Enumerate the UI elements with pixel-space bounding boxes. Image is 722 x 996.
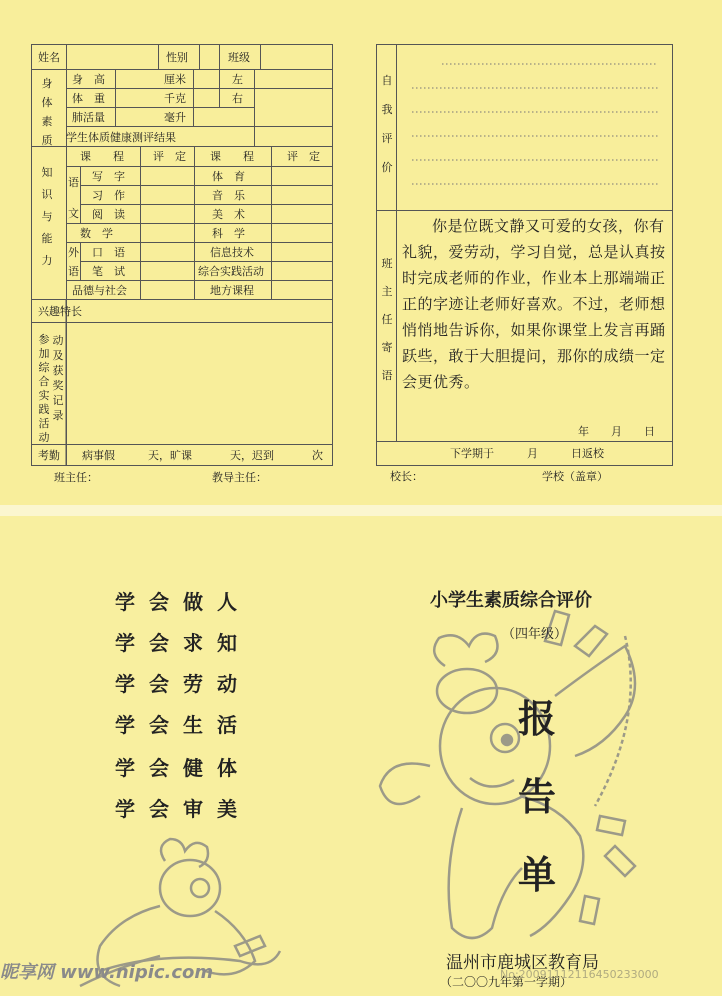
composition-label: 习 作 <box>92 189 125 202</box>
absent-label: 天，旷课 <box>148 449 192 462</box>
course-header-1: 课 程 <box>80 150 124 163</box>
chinese-label-a: 语 <box>68 176 79 189</box>
return-date: 下学期于 月 日返校 <box>450 447 604 460</box>
big-char-dan: 单 <box>518 852 557 897</box>
comment-date: 年 月 日 <box>578 425 655 438</box>
counselor-label: 教导主任： <box>212 471 267 484</box>
self-eval-label: 自我评价 <box>381 74 393 174</box>
report-cover-spread <box>0 516 722 996</box>
eval-header-2: 评 定 <box>287 150 320 163</box>
big-char-gao: 告 <box>518 774 557 819</box>
hobby-label: 兴趣特长 <box>38 305 82 318</box>
kg-unit: 千克 <box>164 92 186 105</box>
principal-label: 校长： <box>390 470 423 483</box>
slogan-3: 学会劳动 <box>115 672 251 696</box>
height-label: 身 高 <box>72 73 105 86</box>
fitness-result-label: 学生体质健康测评结果 <box>66 131 176 144</box>
chinese-label-b: 文 <box>68 207 79 220</box>
math-label: 数 学 <box>80 227 113 240</box>
written-label: 笔 试 <box>92 265 125 278</box>
sick-leave-label: 病事假 <box>82 449 115 462</box>
times-label: 次 <box>312 449 323 462</box>
slogan-4: 学会生活 <box>115 713 251 737</box>
late-label: 天，迟到 <box>230 449 274 462</box>
knowledge-section-label: 知识与能力 <box>41 166 53 267</box>
teacher-message-label: 班主任寄语 <box>381 257 393 382</box>
music-label: 音 乐 <box>212 189 245 202</box>
art-label: 美 术 <box>212 208 245 221</box>
course-header-2: 课 程 <box>210 150 254 163</box>
activities-label-col1: 参加综合实践活动 <box>38 333 50 444</box>
science-label: 科 学 <box>212 227 245 240</box>
big-char-bao: 报 <box>518 696 557 741</box>
weight-label: 体 重 <box>72 92 105 105</box>
class-label: 班级 <box>228 51 250 64</box>
lung-capacity-label: 肺活量 <box>72 111 105 124</box>
reading-label: 阅 读 <box>92 208 125 221</box>
name-label: 姓名 <box>38 51 60 64</box>
writing-char-label: 写 字 <box>92 170 125 183</box>
eval-header-1: 评 定 <box>153 150 186 163</box>
slogan-6: 学会审美 <box>115 797 251 821</box>
cartoon-illustration <box>0 516 722 996</box>
physical-section-label: 身体素质 <box>41 77 53 147</box>
grade-label: （四年级） <box>502 627 568 642</box>
slogan-1: 学会做人 <box>115 590 251 614</box>
right-eye-label: 右 <box>232 92 243 105</box>
page-divider <box>0 505 722 516</box>
term-label: （二〇〇九年第一学期） <box>440 975 573 989</box>
it-label: 信息技术 <box>210 246 254 259</box>
foreign-label-b: 语 <box>68 265 79 278</box>
pe-label: 体 育 <box>212 170 245 183</box>
slogan-2: 学会求知 <box>115 631 251 655</box>
cm-unit: 厘米 <box>164 73 186 86</box>
gender-label: 性别 <box>166 51 188 64</box>
issuer-name: 温州市鹿城区教育局 <box>446 953 599 973</box>
teacher-comment <box>402 213 670 395</box>
slogan-5: 学会健体 <box>115 756 251 780</box>
watermark-logo: 昵享网 www.nipic.com <box>0 962 214 983</box>
report-title: 小学生素质综合评价 <box>430 590 592 611</box>
local-course-label: 地方课程 <box>210 284 254 297</box>
teacher-comment-text: 你是位既文静又可爱的女孩，你有礼貌，爱劳动，学习自觉，总是认真按时完成老师的作业，作业本上那端端正正的字迹让老师好喜欢。不过，老师想悄悄地告诉你，如果你课堂上发言再踊跃些，敢于大胆提问，那你的成绩一定会更优秀。 <box>402 217 666 391</box>
oral-label: 口 语 <box>92 246 125 259</box>
ml-unit: 毫升 <box>164 111 186 124</box>
watermark-id: No:20091112116450233000 <box>500 968 659 981</box>
practice-label: 综合实践活动 <box>198 265 264 278</box>
school-seal-label: 学校（盖章） <box>542 470 608 483</box>
morality-label: 品德与社会 <box>72 284 127 297</box>
foreign-label-a: 外 <box>68 246 79 259</box>
left-eye-label: 左 <box>232 73 243 86</box>
head-teacher-label: 班主任： <box>54 471 98 484</box>
attendance-label: 考勤 <box>38 449 60 462</box>
activities-label-col2: 动及获奖记录 <box>52 334 64 422</box>
